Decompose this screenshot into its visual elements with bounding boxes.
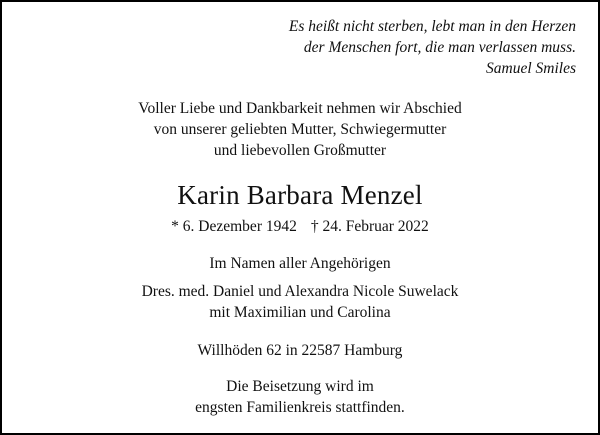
intro-line-2: von unserer geliebten Mutter, Schwiegermutter	[153, 121, 447, 138]
farewell-intro	[2, 98, 598, 161]
funeral-line-2: engsten Familienkreis stattfinden.	[195, 399, 405, 416]
quote-line-1: Es heißt nicht sterben, lebt man in den Herzen	[288, 18, 576, 35]
life-dates	[2, 216, 598, 237]
on-behalf-line	[2, 253, 598, 274]
funeral-notice	[2, 376, 598, 418]
family-line-2: mit Maximilian und Carolina	[209, 304, 391, 321]
family-line-1: Dres. med. Daniel und Alexandra Nicole Suwelack	[141, 283, 459, 300]
intro-line-1: Voller Liebe und Dankbarkeit nehmen wir Abschied	[138, 100, 462, 117]
address-text: Willhöden 62 in 22587 Hamburg	[197, 342, 403, 359]
family-address	[2, 340, 598, 361]
epigraph-quote	[289, 16, 576, 79]
death-date: † 24. Februar 2022	[310, 218, 429, 235]
family-names	[2, 281, 598, 323]
birth-date: * 6. Dezember 1942	[171, 218, 297, 235]
deceased-name: Karin Barbara Menzel	[177, 180, 423, 210]
deceased-block	[2, 178, 598, 237]
quote-author: Samuel Smiles	[486, 60, 576, 77]
behalf-text: Im Namen aller Angehörigen	[209, 255, 391, 272]
quote-line-2: der Menschen fort, die man verlassen muss.	[303, 39, 576, 56]
funeral-line-1: Die Beisetzung wird im	[226, 378, 374, 395]
intro-line-3: und liebevollen Großmutter	[213, 142, 387, 159]
